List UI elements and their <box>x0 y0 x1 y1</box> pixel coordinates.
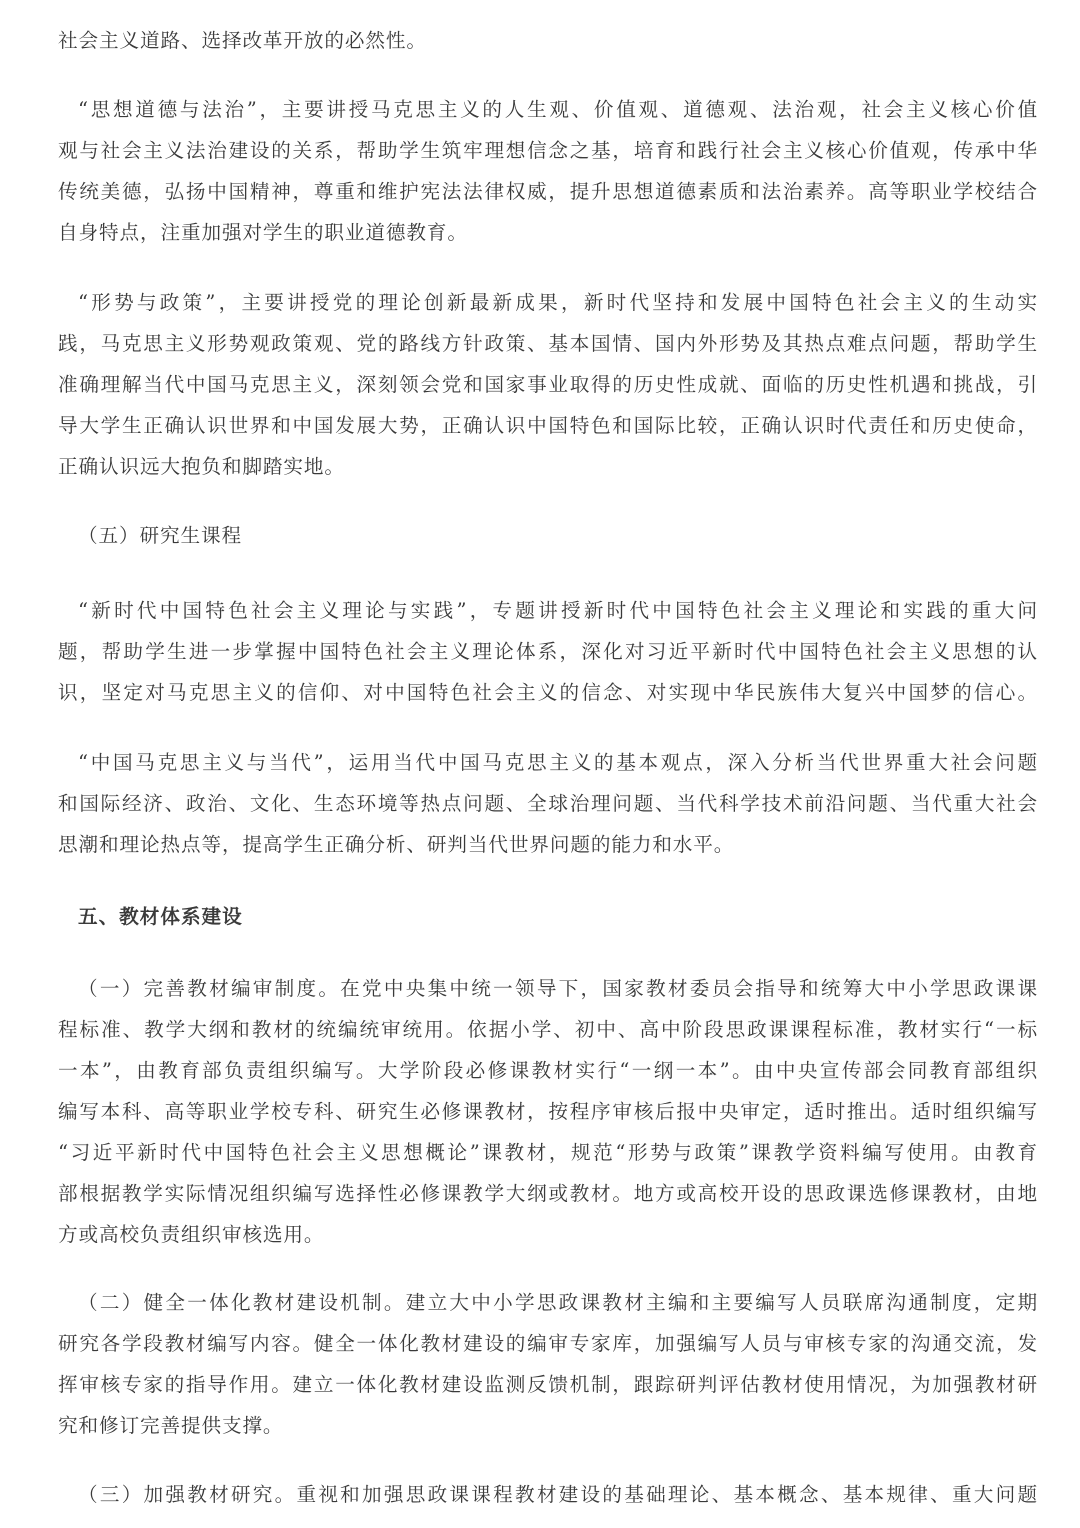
paragraph-line: “中国马克思主义与当代”，运用当代中国马克思主义的基本观点，深入分析当代世界重大社会问题 <box>78 751 1038 774</box>
paragraph-line: 一本”，由教育部负责组织编写。大学阶段必修课教材实行“一纲一本”。由中央宣传部会同教育部组织 <box>58 1059 1038 1082</box>
paragraph-line: “习近平新时代中国特色社会主义思想概论”课教材，规范“形势与政策”课教学资料编写使用。由教育 <box>58 1141 1038 1164</box>
paragraph-line: “思想道德与法治”，主要讲授马克思主义的人生观、价值观、道德观、法治观，社会主义核心价值 <box>78 98 1038 121</box>
paragraph-line: “形势与政策”，主要讲授党的理论创新最新成果，新时代坚持和发展中国特色社会主义的生动实 <box>78 291 1038 314</box>
paragraph-line: （三）加强教材研究。重视和加强思政课课程教材建设的基础理论、基本概念、基本规律、重大问题 <box>78 1483 1038 1506</box>
paragraph-line: 挥审核专家的指导作用。建立一体化教材建设监测反馈机制，跟踪研判评估教材使用情况，为加强教材研 <box>58 1373 1038 1396</box>
paragraph-line: 社会主义道路、选择改革开放的必然性。 <box>58 29 427 52</box>
paragraph-line: 准确理解当代中国马克思主义，深刻领会党和国家事业取得的历史性成就、面临的历史性机遇和挑战，引 <box>58 373 1038 396</box>
subsection-heading: （五）研究生课程 <box>78 524 242 547</box>
paragraph-line: 思潮和理论热点等，提高学生正确分析、研判当代世界问题的能力和水平。 <box>58 833 735 856</box>
paragraph-line: 究和修订完善提供支撑。 <box>58 1414 284 1437</box>
paragraph-line: 程标准、教学大纲和教材的统编统审统用。依据小学、初中、高中阶段思政课课程标准，教材实行“一标 <box>58 1018 1038 1041</box>
paragraph-line: 识，坚定对马克思主义的信仰、对中国特色社会主义的信念、对实现中华民族伟大复兴中国梦的信心。 <box>58 681 1038 704</box>
paragraph-line: 践，马克思主义形势观政策观、党的路线方针政策、基本国情、国内外形势及其热点难点问题，帮助学生 <box>58 332 1038 355</box>
paragraph-line: 导大学生正确认识世界和中国发展大势，正确认识中国特色和国际比较，正确认识时代责任和历史使命， <box>58 414 1038 437</box>
paragraph-line: 研究各学段教材编写内容。健全一体化教材建设的编审专家库，加强编写人员与审核专家的沟通交流，发 <box>58 1332 1038 1355</box>
paragraph-line: 题，帮助学生进一步掌握中国特色社会主义理论体系，深化对习近平新时代中国特色社会主义思想的认 <box>58 640 1038 663</box>
paragraph-line: （一）完善教材编审制度。在党中央集中统一领导下，国家教材委员会指导和统筹大中小学思政课课 <box>78 977 1038 1000</box>
paragraph-line: 观与社会主义法治建设的关系，帮助学生筑牢理想信念之基，培育和践行社会主义核心价值观，传承中华 <box>58 139 1038 162</box>
paragraph-line: 自身特点，注重加强对学生的职业道德教育。 <box>58 221 468 244</box>
paragraph-line: 和国际经济、政治、文化、生态环境等热点问题、全球治理问题、当代科学技术前沿问题、当代重大社会 <box>58 792 1038 815</box>
paragraph-line: （二）健全一体化教材建设机制。建立大中小学思政课教材主编和主要编写人员联席沟通制度，定期 <box>78 1291 1038 1314</box>
paragraph-line: “新时代中国特色社会主义理论与实践”，专题讲授新时代中国特色社会主义理论和实践的重大问 <box>78 599 1038 622</box>
paragraph-line: 传统美德，弘扬中国精神，尊重和维护宪法法律权威，提升思想道德素质和法治素养。高等职业学校结合 <box>58 180 1038 203</box>
paragraph-line: 部根据教学实际情况组织编写选择性必修课教学大纲或教材。地方或高校开设的思政课选修课教材，由地 <box>58 1182 1038 1205</box>
paragraph-line: 正确认识远大抱负和脚踏实地。 <box>58 455 345 478</box>
paragraph-line: 编写本科、高等职业学校专科、研究生必修课教材，按程序审核后报中央审定，适时推出。适时组织编写 <box>58 1100 1038 1123</box>
paragraph-line: 方或高校负责组织审核选用。 <box>58 1223 325 1246</box>
section-heading: 五、教材体系建设 <box>78 905 243 928</box>
